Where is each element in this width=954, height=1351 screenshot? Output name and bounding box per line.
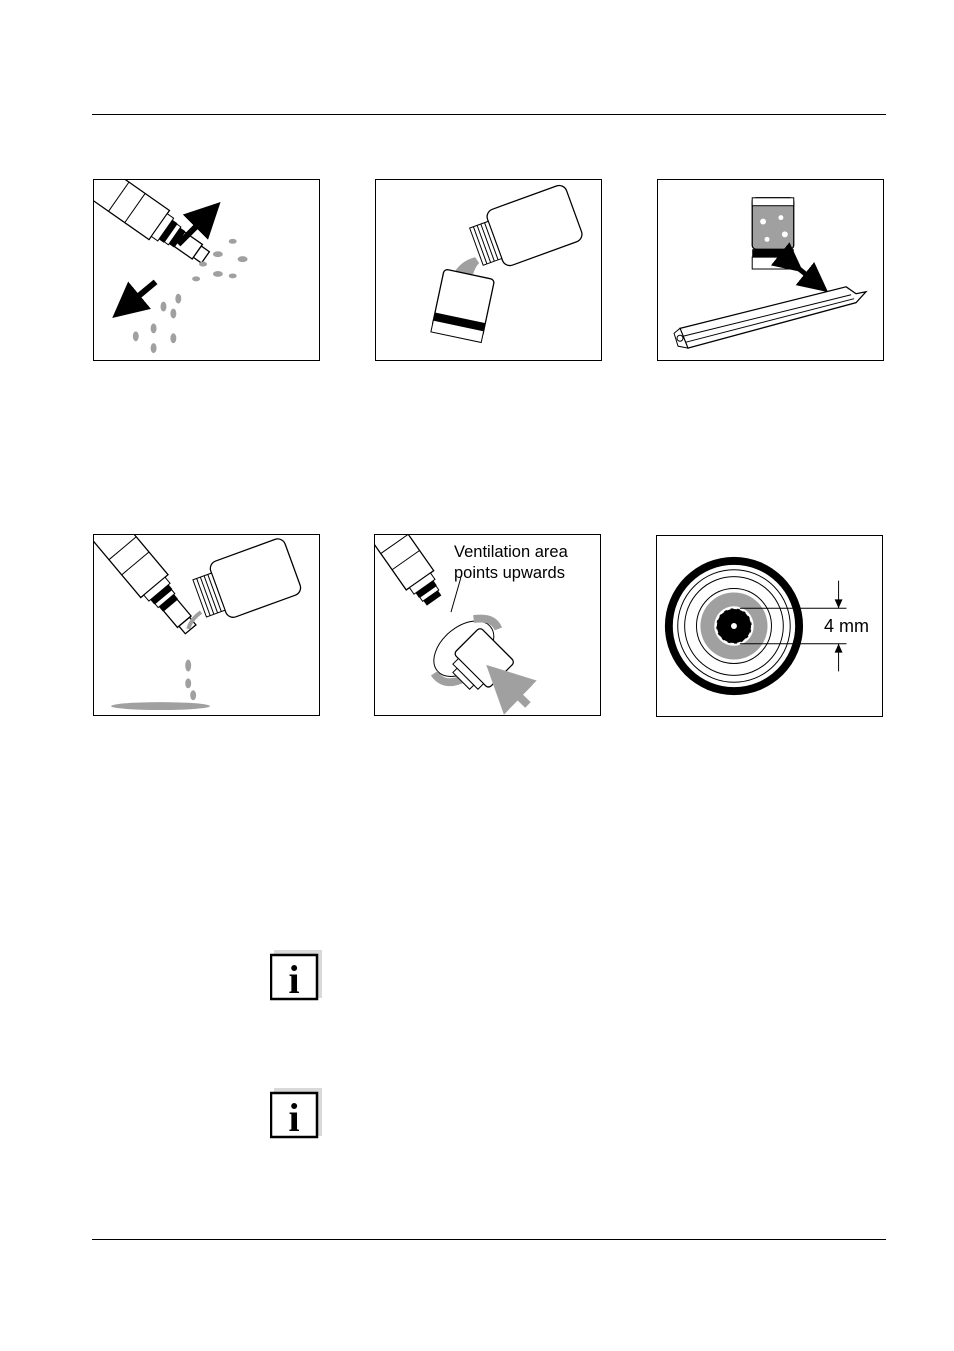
electrolyte-bottle-fill-cap-icon [376, 180, 601, 360]
info-icon [270, 950, 322, 1002]
figure-fill-cap [375, 179, 602, 361]
info-icon [270, 1088, 322, 1140]
sensor-shake-droplets-icon [94, 180, 319, 360]
figure-screw-cap [374, 534, 601, 716]
header-rule [92, 114, 886, 115]
dimension-label: 4 mm [824, 616, 869, 636]
ventilation-label-line1: Ventilation area [454, 543, 568, 561]
figure-sensor-shake [93, 179, 320, 361]
figure-membrane-top-view [656, 535, 883, 717]
electrolyte-bottle-rinse-sensor-icon [94, 535, 319, 715]
ventilation-label-line2: points upwards [454, 564, 565, 582]
figure-cap-pencil [657, 179, 884, 361]
cap-tap-pencil-icon [658, 180, 883, 360]
footer-rule [92, 1239, 886, 1240]
figure-rinse-sensor [93, 534, 320, 716]
screw-cap-on-sensor-icon [375, 535, 600, 715]
info-glyph: i [288, 957, 300, 1002]
info-glyph: i [288, 1095, 300, 1140]
